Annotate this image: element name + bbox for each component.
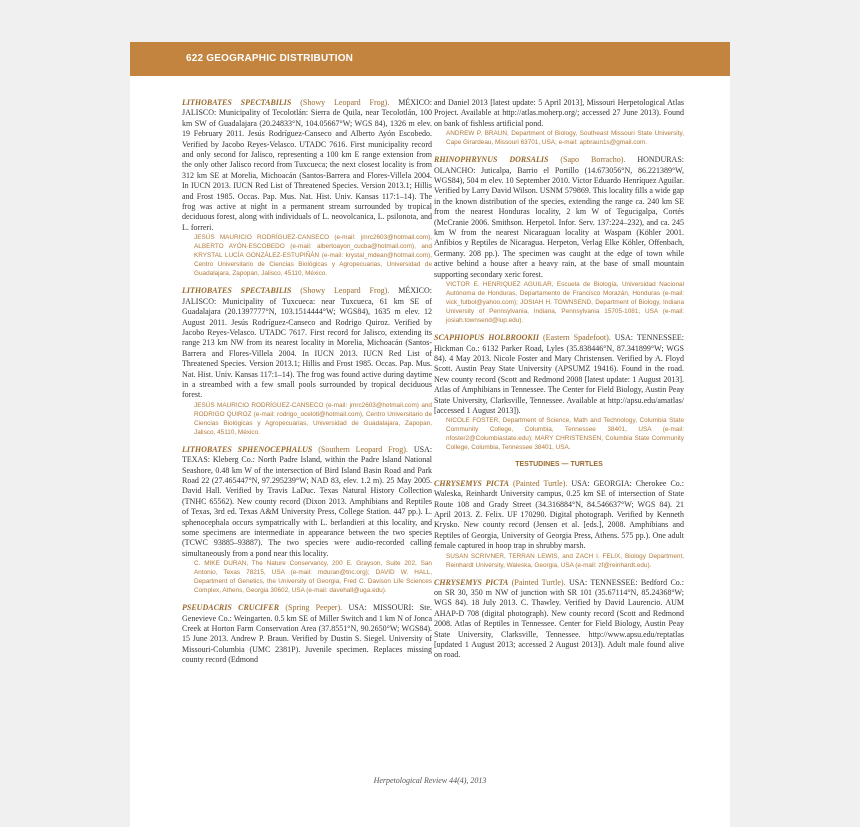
common-name: (Spring Peeper). — [285, 603, 343, 613]
species-name: RHINOPHRYNUS DORSALIS — [434, 155, 549, 165]
author-block: JESÚS MAURICIO RODRÍGUEZ-CANSECO (e-mail: jmrc2603@hotmail.com), ALBERTO AYÓN-ESCOBEDO (e-mail: albertoayon_cucba@hotmail.com), and KRYSTAL LUCÍA GONZÁLEZ-ESTUPIÑÁN (e-mail: krystal_mdean@hotmail.com), Centro Universitario de Ciencias Biológicas y Agropecuarias, Universidad de Guadalajara, Zapopan, Jalisco, 45110, México. — [194, 234, 432, 278]
author-block: NICOLE FOSTER, Department of Science, Math and Technology, Columbia State Community College, Columbia, Tennessee 38401, USA (e-mail: nfoster2@Columbiastate.edu); MARY CHRISTENSEN, Columbia State Community College, Columbia, Tennessee 38401, USA. — [446, 417, 684, 452]
record-text: USA: GEORGIA: Cherokee Co.: Waleska, Reinhardt University campus, 0.25 km SE of intersection of State Route 108 and Grady Street (34.316884°N, 84.546637°W; WGS 84). 21 April 2013. Z. Felix. UF 170290. Digital photograph. Verified by Kenneth Krysko. New county record (Jensen et al. [eds.], 2008. Amphibians and Reptiles of Georgia, University of Georgia Press, Athens. 575 pp.). One adult female captured in hoop trap in shrubby marsh. — [434, 478, 684, 551]
record-entry — [182, 603, 432, 665]
record-entry — [182, 286, 432, 436]
record-text: HONDURAS: OLANCHO: Juticalpa, Barrio el Portillo (14.673056°N, 86.221389°W, WGS84), 504 m elev. 10 September 2010. Victor Eduardo Henríquez Aguilar. Verified by Larry David Wilson. USNM 579869. This locality fills a wide gap in the known distribution of the species, extending the range ca. 240 km SE from the nearest Honduras locality, 2 km W of Tegucigalpa, Cortés (McCranie 2006. Smithson. Herpetol. Infor. Serv. 137:224–232), and ca. 245 km W from the nearest Nicaraguan locality at Waspam (Köhler 2001. Anfibios y Reptiles de Nicaragua. Herpeton, Verlag Elke Köhler, Offenbach, Germany. 208 pp.). The specimen was caught at the edge of town while active behind a house after a heavy rain, at the base of small mountain supporting secondary xeric forest. — [434, 155, 685, 279]
right-column — [434, 98, 684, 669]
common-name: (Southern Leopard Frog). — [318, 444, 408, 454]
common-name: (Eastern Spadefoot). — [542, 333, 611, 343]
record-entry — [434, 479, 684, 570]
record-entry — [182, 445, 432, 595]
page-header-title: 622 GEOGRAPHIC DISTRIBUTION — [186, 53, 354, 64]
record-entry — [182, 98, 432, 278]
page-footer: Herpetological Review 44(4), 2013 — [373, 776, 487, 785]
author-block: SUSAN SCRIVNER, TERRAN LEWIS, and ZACH I. FELIX, Biology Department, Reinhardt University, Waleska, Georgia, USA (e-mail: zf@reinhardt.edu). — [446, 552, 684, 569]
record-text: MÉXICO: JALISCO: Municipality of Tuxcueca: near Tuxcueca, 61 km SE of Guadalajara (20.1397777°N, 103.1514444°W; WGS84), 1635 m elev. 12 August 2011. Jesús Rodríguez-Canseco and Rodrigo Quiroz. Verified by Jacobo Reyes-Velasco. UTADC 7617. First record for Jalisco, extending its range 213 km NW from its nearest locality in Morelia, Michoacán (Santos-Barrera and Flores-Villela 2004. In IUCN 2013. IUCN Red List of Threatened Species. Version 2013.1; Hillis and Frost 1985. Occas. Pap. Mus. Nat. Hist. Univ. Kansas 117:1–14). The frog was found active during daytime in a streambed with a few small pools surrounded by tropical deciduous forest. — [182, 286, 433, 400]
record-text: USA: TENNESSEE: Hickman Co.: 6132 Parker Road, Lyles (35.838446°N, 87.341899°W; WGS 84). 4 May 2013. Nicole Foster and Mary Christensen. Verified by A. Floyd Scott. Austin Peay State University (APSUMZ 19416). Found in the road. New county record (Scott and Redmond 2008 [latest update: 1 August 2013]. Atlas of Amphibians in Tennessee. The Center for Field Biology, Austin Peay State University, Clarksville, Tennessee. Available at http://apsu.edu/amatlas/ [accessed 1 August 2013]). — [434, 333, 684, 415]
record-text: USA: TEXAS: Kleberg Co.: North Padre Island, within the Padre Island National Seashore, 0.48 km W of the intersection of Bird Island Basin Road and Park Road 22 (27.465447°N, 97.295239°W; NAD 83, elev. 1.2 m). 25 May 2005. David Hall. Verified by Travis LaDuc. Texas Natural History Collection (TNHC 65562). New county record (Dixon 2013. Amphibians and Reptiles of Texas, 3rd ed. Texas A&M University Press, College Station. 447 pp.). L. sphenocephala occurs sympatrically with L. berlandieri at this locality, and some specimens are intermediate in appearance between the two species (TCWC 93885–93887). The two species were audio-recorded calling simultaneously from a pond near this locality. — [182, 444, 433, 558]
species-name: LITHOBATES SPHENOCEPHALUS — [182, 444, 313, 454]
species-name: LITHOBATES SPECTABILIS — [182, 286, 292, 296]
record-text: MÉXICO: JALISCO: Municipality of Tecolotlán: Sierra de Quila, near Tecolotlán, 100 km SW of Guadalajara (20.24833°N, 104.05667°W; WGS 84), 1326 m elev. 19 February 2011. Jesús Rodríguez-Canseco and Alberto Ayón Escobedo. Verified by Jacobo Reyes-Velasco. UTADC 7616. First municipality record and only second for Jalisco, representing a 100 km E range extension from the only other Jalisco record from Tuxcueca; the next closest locality is from 312 km SE at Morelia, Michoacán (Santos-Barrera and Flores-Villela 2004. In IUCN 2013. IUCN Red List of Threatened Species. Version 2013.1; Hillis and Frost 1985. Occas. Pap. Mus. Nat. Hist. Univ. Kansas 117:1–14). The frog was active at night in a permanent stream surrounded by tropical deciduous forest, along with individuals of L. neovolcanica, L. psilonota, and L. forreri. — [182, 98, 433, 232]
record-entry — [434, 155, 684, 325]
species-name: SCAPHIOPUS HOLBROOKII — [434, 333, 539, 343]
author-block: C. MIKE DURAN, The Nature Conservancy, 200 E. Grayson, Suite 202, San Antonio, Texas 78215, USA (e-mail: mduran@tnc.org); DAVID W. HALL, Department of Genetics, the University of Georgia, Fred C. Davison Life Sciences Complex, Athens, Georgia 30602, USA (e-mail: davehall@uga.edu). — [194, 560, 432, 595]
page-header — [130, 42, 730, 76]
common-name: (Showy Leopard Frog). — [300, 286, 390, 296]
author-block: ANDREW P. BRAUN, Department of Biology, Southeast Missouri State University, Cape Girardeau, Missouri 63701, USA; e-mail: apbraun1s@gmail.com. — [446, 130, 684, 147]
record-entry — [434, 98, 684, 147]
record-entry — [434, 578, 684, 661]
species-name: LITHOBATES SPECTABILIS — [182, 98, 292, 107]
common-name: (Sapo Borracho). — [560, 155, 626, 165]
author-block: JESÚS MAURICIO RODRÍGUEZ-CANSECO (e-mail: jmrc2603@hotmail.com) and RODRIGO QUIROZ (e-mail: rodrigo_ocelotl@hotmail.com), Centro Universitario de Ciencias Biológicas y Agropecuarias, Universidad de Guadalajara, Zapopan, Jalisco, 45110, México. — [194, 401, 432, 436]
common-name: (Painted Turtle). — [512, 478, 568, 488]
section-heading: TESTUDINES — TURTLES — [515, 461, 603, 469]
common-name: (Painted Turtle). — [511, 577, 566, 587]
common-name: (Showy Leopard Frog). — [300, 98, 390, 107]
author-block: VICTOR E. HENRIQUEZ AGUILAR, Escuela de Biología, Universidad Nacional Autónoma de Honduras, Departamento de Francisco Morazán, Honduras (e-mail: vick_futbol@yahoo.com); JOSIAH H. TOWNSEND, Department of Biology, Indiana University of Pennsylvania, Indiana, Pennsylvania 15705-1081, USA (e-mail: josiah.townsend@iup.edu). — [446, 281, 684, 325]
species-name: PSEUDACRIS CRUCIFER — [182, 603, 280, 613]
record-text: USA: TENNESSEE: Bedford Co.: on SR 30, 350 m NW of junction with SR 101 (35.67114°N, 85.24368°W; WGS 84). 18 July 2013. C. Thawley. Verified by David Laurencio. AUM AHAP-D 708 (digital photograph). New county record (Scott and Redmond 2008. Atlas of Reptiles in Tennessee. Center for Field Biology, Austin Peay State University, Clarksville, Tennessee. http://www.apsu.edu/reptatlas [updated 1 August 2013; accessed 2 August 2013]). Adult male found alive on road. — [434, 577, 685, 660]
record-text: USA: MISSOURI: Ste. Genevieve Co.: Weingarten. 0.5 km SE of Miller Switch and 1 km N of Jonca Creek at Horton Farm Conservation Area (37.8551°N, 90.2650°W; WGS84). 15 June 2013. Andrew P. Braun. Verified by Dustin S. Siegel. University of Missouri-Columbia (UMC 2381P). Juvenile specimen. Replaces missing county record (Edmond — [182, 603, 433, 665]
left-column — [182, 98, 432, 674]
record-entry — [434, 333, 684, 452]
record-text: and Daniel 2013 [latest update: 5 April 2013], Missouri Herpetological Atlas Project. Available at http://atlas.moherp.org/; accessed 27 June 2013). Found on bank of fishless artificial pond. — [434, 98, 684, 128]
species-name: CHRYSEMYS PICTA — [434, 478, 509, 488]
journal-page — [130, 42, 730, 827]
species-name: CHRYSEMYS PICTA — [434, 577, 509, 587]
